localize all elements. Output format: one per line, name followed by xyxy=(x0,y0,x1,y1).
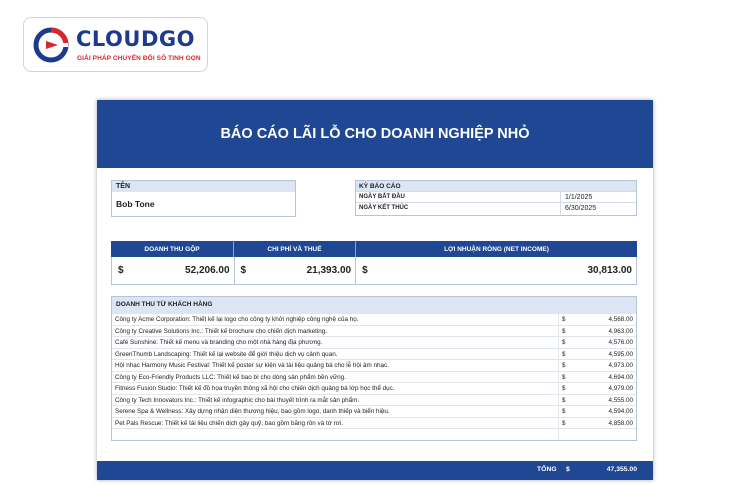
start-date-row xyxy=(356,192,636,203)
row-description: Công ty Eco-Friendly Products LLC: Thiết kế bao bì cho dòng sản phẩm bền vững. xyxy=(112,372,559,383)
net-income-value: 30,813.00 xyxy=(587,265,632,276)
row-currency: $ xyxy=(562,339,566,346)
brand-name: CLOUDGO xyxy=(76,27,195,51)
table-row[interactable] xyxy=(112,348,636,360)
row-description: Fitness Fusion Studio: Thiết kế đồ họa truyền thông xã hội cho chiến dịch quảng bá lớp học thể dục. xyxy=(112,383,559,394)
row-currency: $ xyxy=(562,408,566,415)
row-description: GreenThumb Landscaping: Thiết kế lại website để giới thiệu dịch vụ cảnh quan. xyxy=(112,349,559,360)
name-label: TÊN xyxy=(112,181,295,192)
currency-symbol: $ xyxy=(362,265,368,276)
gross-revenue-value: 52,206.00 xyxy=(185,265,230,276)
row-currency: $ xyxy=(562,362,566,369)
table-row[interactable] xyxy=(112,313,636,325)
row-amount: 4,963.00 xyxy=(608,327,633,335)
brand-tagline: GIẢI PHÁP CHUYỂN ĐỔI SỐ TINH GỌN xyxy=(77,55,201,62)
summary-values xyxy=(111,257,637,285)
pnl-report-document xyxy=(97,100,653,480)
period-label: KỲ BÁO CÁO xyxy=(359,183,401,190)
cloudgo-logo[interactable] xyxy=(23,17,208,72)
gross-revenue-header: DOANH THU GỘP xyxy=(111,241,234,257)
customer-revenue-table xyxy=(111,296,637,441)
expenses-taxes-cell[interactable] xyxy=(235,257,357,284)
table-row[interactable] xyxy=(112,382,636,394)
expenses-taxes-value: 21,393.00 xyxy=(306,265,352,276)
row-description: Hội nhạc Harmony Music Festival: Thiết kế poster sự kiện và tài liệu quảng bá cho lễ hội âm nhạc. xyxy=(112,360,559,371)
summary-header xyxy=(111,241,637,257)
currency-symbol: $ xyxy=(118,265,124,276)
start-date-label: NGÀY BẮT ĐẦU xyxy=(356,192,561,202)
row-amount: 4,973.00 xyxy=(608,362,633,369)
report-title: BÁO CÁO LÃI LỖ CHO DOANH NGHIỆP NHỎ xyxy=(220,126,530,142)
table-row[interactable] xyxy=(112,394,636,406)
row-description: Công ty Tech Innovators Inc.: Thiết kế infographic cho bài thuyết trình ra mắt sản phẩm. xyxy=(112,395,559,406)
period-header-row xyxy=(356,181,636,192)
row-description: Công ty Acme Corporation: Thiết kế lại logo cho công ty khởi nghiệp công nghệ của họ. xyxy=(112,314,559,325)
blank-description xyxy=(112,429,559,440)
row-description: Serene Spa & Wellness: Xây dựng nhận diện thương hiệu, bao gồm logo, danh thiếp và biển hiệu. xyxy=(112,406,559,417)
net-income-header: LỢI NHUẬN RÒNG (NET INCOME) xyxy=(444,245,549,253)
blank-currency xyxy=(559,429,573,440)
table-row[interactable] xyxy=(112,371,636,383)
row-amount: 4,594.00 xyxy=(608,408,633,415)
total-value: 47,355.00 xyxy=(606,466,637,473)
name-value[interactable]: Bob Tone xyxy=(116,199,155,209)
report-header xyxy=(97,100,653,168)
table-row[interactable] xyxy=(112,405,636,417)
row-currency: $ xyxy=(562,419,566,427)
row-description: Café Sunshine: Thiết kế menu và branding cho một nhà hàng địa phương. xyxy=(112,337,559,348)
gross-revenue-cell[interactable] xyxy=(112,257,235,284)
row-currency: $ xyxy=(562,373,566,381)
end-date-row xyxy=(356,203,636,214)
expenses-taxes-header: CHI PHÍ VÀ THUẾ xyxy=(234,241,356,257)
table-row[interactable] xyxy=(112,336,636,348)
row-currency: $ xyxy=(562,327,566,335)
end-date-label: NGÀY KẾT THÚC xyxy=(356,203,561,214)
row-currency: $ xyxy=(562,350,566,358)
customer-revenue-heading: DOANH THU TỪ KHÁCH HÀNG xyxy=(112,297,636,313)
row-currency: $ xyxy=(562,396,566,404)
row-amount: 4,694.00 xyxy=(608,373,633,381)
total-label: TỔNG xyxy=(537,466,557,473)
row-amount: 4,858.00 xyxy=(608,419,633,427)
blank-row[interactable] xyxy=(112,428,636,440)
row-currency: $ xyxy=(562,385,566,392)
row-currency: $ xyxy=(562,316,566,323)
table-row[interactable] xyxy=(112,359,636,371)
name-section xyxy=(111,180,296,217)
net-income-cell[interactable] xyxy=(356,257,636,284)
revenue-rows xyxy=(112,313,636,428)
total-row xyxy=(97,461,653,480)
start-date-value[interactable]: 1/1/2025 xyxy=(565,194,593,201)
table-row[interactable] xyxy=(112,417,636,429)
row-amount: 4,576.00 xyxy=(608,339,633,346)
row-amount: 4,555.00 xyxy=(608,396,633,404)
cloudgo-logo-icon xyxy=(33,27,69,63)
end-date-value[interactable]: 6/30/2025 xyxy=(565,205,597,212)
total-currency: $ xyxy=(566,466,570,473)
row-description: Công ty Creative Solutions Inc.: Thiết kế brochure cho chiến dịch marketing. xyxy=(112,326,559,337)
report-period-section xyxy=(355,180,637,216)
row-description: Pet Pals Rescue: Thiết kế tài liệu chiến dịch gây quỹ, bao gồm băng rôn và tờ rơi. xyxy=(112,418,559,429)
table-row[interactable] xyxy=(112,325,636,337)
row-amount: 4,568.00 xyxy=(608,316,633,323)
currency-symbol: $ xyxy=(240,265,247,276)
row-amount: 4,595.00 xyxy=(608,350,633,358)
row-amount: 4,979.00 xyxy=(608,385,633,392)
blank-amount xyxy=(573,429,636,440)
